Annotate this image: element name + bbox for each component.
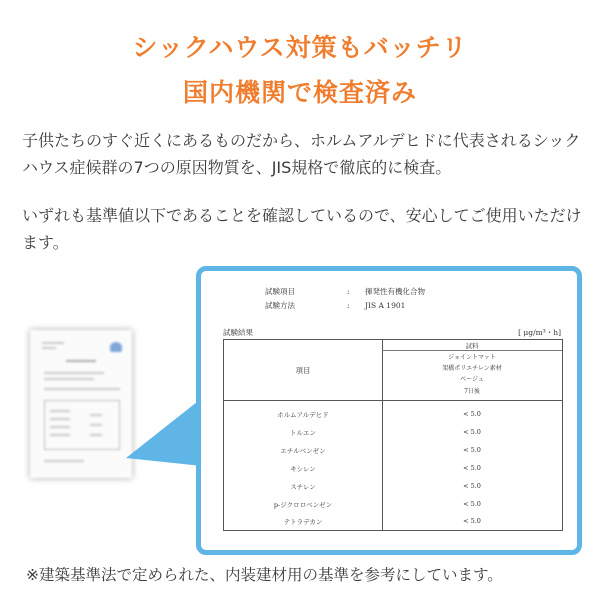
row-value: < 5.0 (463, 517, 481, 525)
lab-logo-icon (110, 342, 122, 352)
test-item-colon: : (347, 287, 350, 296)
row-value: < 5.0 (463, 428, 481, 436)
row-name: p-ジクロロベンゼン (273, 501, 333, 509)
row-value: < 5.0 (463, 482, 481, 490)
test-method-value: JIS A 1901 (365, 301, 406, 310)
test-method-colon: : (347, 301, 350, 310)
row-value: < 5.0 (463, 500, 481, 508)
row-name: キシレン (290, 465, 316, 473)
row-name: トルエン (290, 429, 316, 437)
unit-label: [ μg/m³・h] (518, 328, 561, 337)
body-paragraph-2: いずれも基準値以下であることを確認しているので、安心してご使用いただけます。 (22, 206, 582, 252)
results-title: 試験結果 (223, 328, 253, 337)
callout-pointer (126, 338, 202, 488)
row-name: ホルムアルデヒド (277, 411, 329, 419)
results-table (223, 339, 563, 531)
row-value: < 5.0 (463, 410, 481, 418)
headline-text-1: シックハウス対策もバッチリ (124, 33, 475, 63)
header-sample: 試料 (465, 342, 479, 350)
test-method-label: 試験方法 (265, 301, 295, 310)
sample-line: 7日後 (464, 388, 480, 395)
headline-text-2: 国内機関で検査済み (175, 78, 425, 108)
report-zoom-panel (196, 266, 582, 555)
row-value: < 5.0 (463, 464, 481, 472)
body-paragraph-1: 子供たちのすぐ近くにあるものだから、ホルムアルデヒドに代表されるシックハウス症候群の7つの原因物質を、JIS規格で徹底的に検査。 (22, 131, 581, 177)
row-name: テトラデカン (283, 518, 323, 526)
row-value: < 5.0 (463, 446, 481, 454)
headline-line-2 (0, 78, 600, 108)
sample-line: ベージュ (460, 376, 484, 383)
header-item: 項目 (295, 366, 311, 375)
headline-line-1 (0, 33, 600, 63)
report-thumbnail (30, 330, 132, 478)
row-name: スチレン (290, 483, 316, 491)
test-item-value: 揮発性有機化合物 (365, 287, 425, 296)
footnote: ※建築基準法で定められた、内装建材用の基準を参考にしています。 (26, 566, 503, 584)
sample-line: ジョイントマット (448, 354, 496, 361)
sample-line: 架橋ポリエチレン素材 (442, 365, 502, 372)
test-item-label: 試験項目 (265, 287, 295, 296)
row-name: エチルベンゼン (280, 447, 326, 455)
